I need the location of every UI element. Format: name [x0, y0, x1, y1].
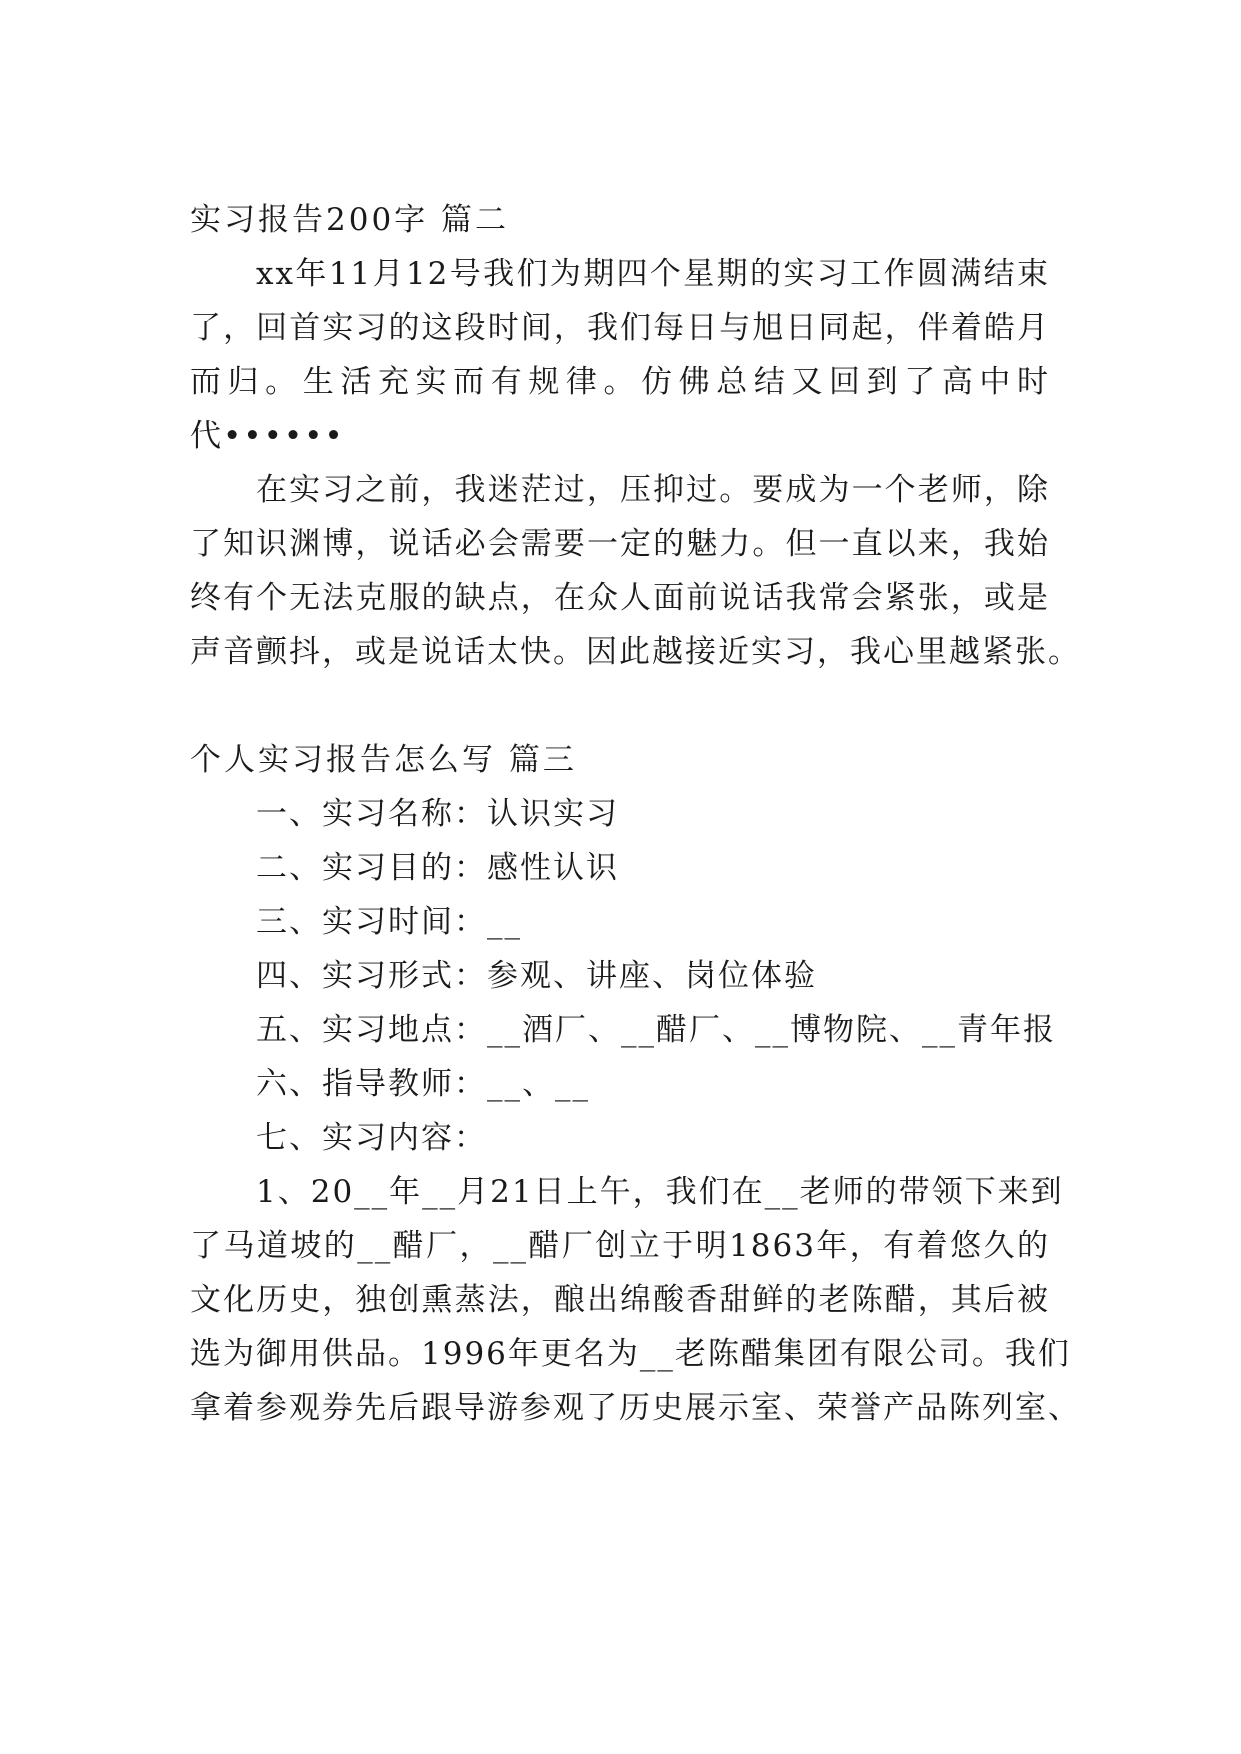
list-item: 五、实习地点：__酒厂、__醋厂、__博物院、__青年报	[256, 1012, 1056, 1048]
paragraph-line: 了，回首实习的这段时间，我们每日与旭日同起，伴着皓月	[190, 310, 1050, 346]
list-item: 四、实习形式：参观、讲座、岗位体验	[256, 958, 817, 994]
list-item: 三、实习时间：__	[256, 904, 522, 940]
paragraph-line: 拿着参观券先后跟导游参观了历史展示室、荣誉产品陈列室、	[190, 1390, 1081, 1426]
paragraph-line: xx年11月12号我们为期四个星期的实习工作圆满结束	[256, 256, 1050, 292]
paragraph-line: 选为御用供品。1996年更名为__老陈醋集团有限公司。我们	[190, 1336, 1071, 1372]
paragraph-line: 了知识渊博，说话必会需要一定的魅力。但一直以来，我始	[190, 526, 1050, 562]
section-heading: 实习报告200字 篇二	[190, 202, 510, 238]
list-item: 七、实习内容：	[256, 1120, 487, 1156]
list-item: 六、指导教师：__、__	[256, 1066, 590, 1102]
paragraph-line: 代••••••	[190, 418, 345, 454]
paragraph-line: 在实习之前，我迷茫过，压抑过。要成为一个老师，除	[256, 472, 1050, 508]
paragraph-line: 终有个无法克服的缺点，在众人面前说话我常会紧张，或是	[190, 580, 1050, 616]
paragraph-line: 文化历史，独创熏蒸法，酿出绵酸香甜鲜的老陈醋，其后被	[190, 1282, 1050, 1318]
paragraph-line: 了马道坡的__醋厂，__醋厂创立于明1863年，有着悠久的	[190, 1228, 1050, 1264]
paragraph-line: 而归。生活充实而有规律。仿佛总结又回到了高中时	[190, 364, 1050, 400]
list-item: 二、实习目的：感性认识	[256, 850, 619, 886]
paragraph-line: 1、20__年__月21日上午，我们在__老师的带领下来到	[256, 1174, 1064, 1210]
section-heading: 个人实习报告怎么写 篇三	[190, 742, 577, 778]
paragraph-line: 声音颤抖，或是说话太快。因此越接近实习，我心里越紧张。	[190, 634, 1081, 670]
list-item: 一、实习名称：认识实习	[256, 796, 619, 832]
